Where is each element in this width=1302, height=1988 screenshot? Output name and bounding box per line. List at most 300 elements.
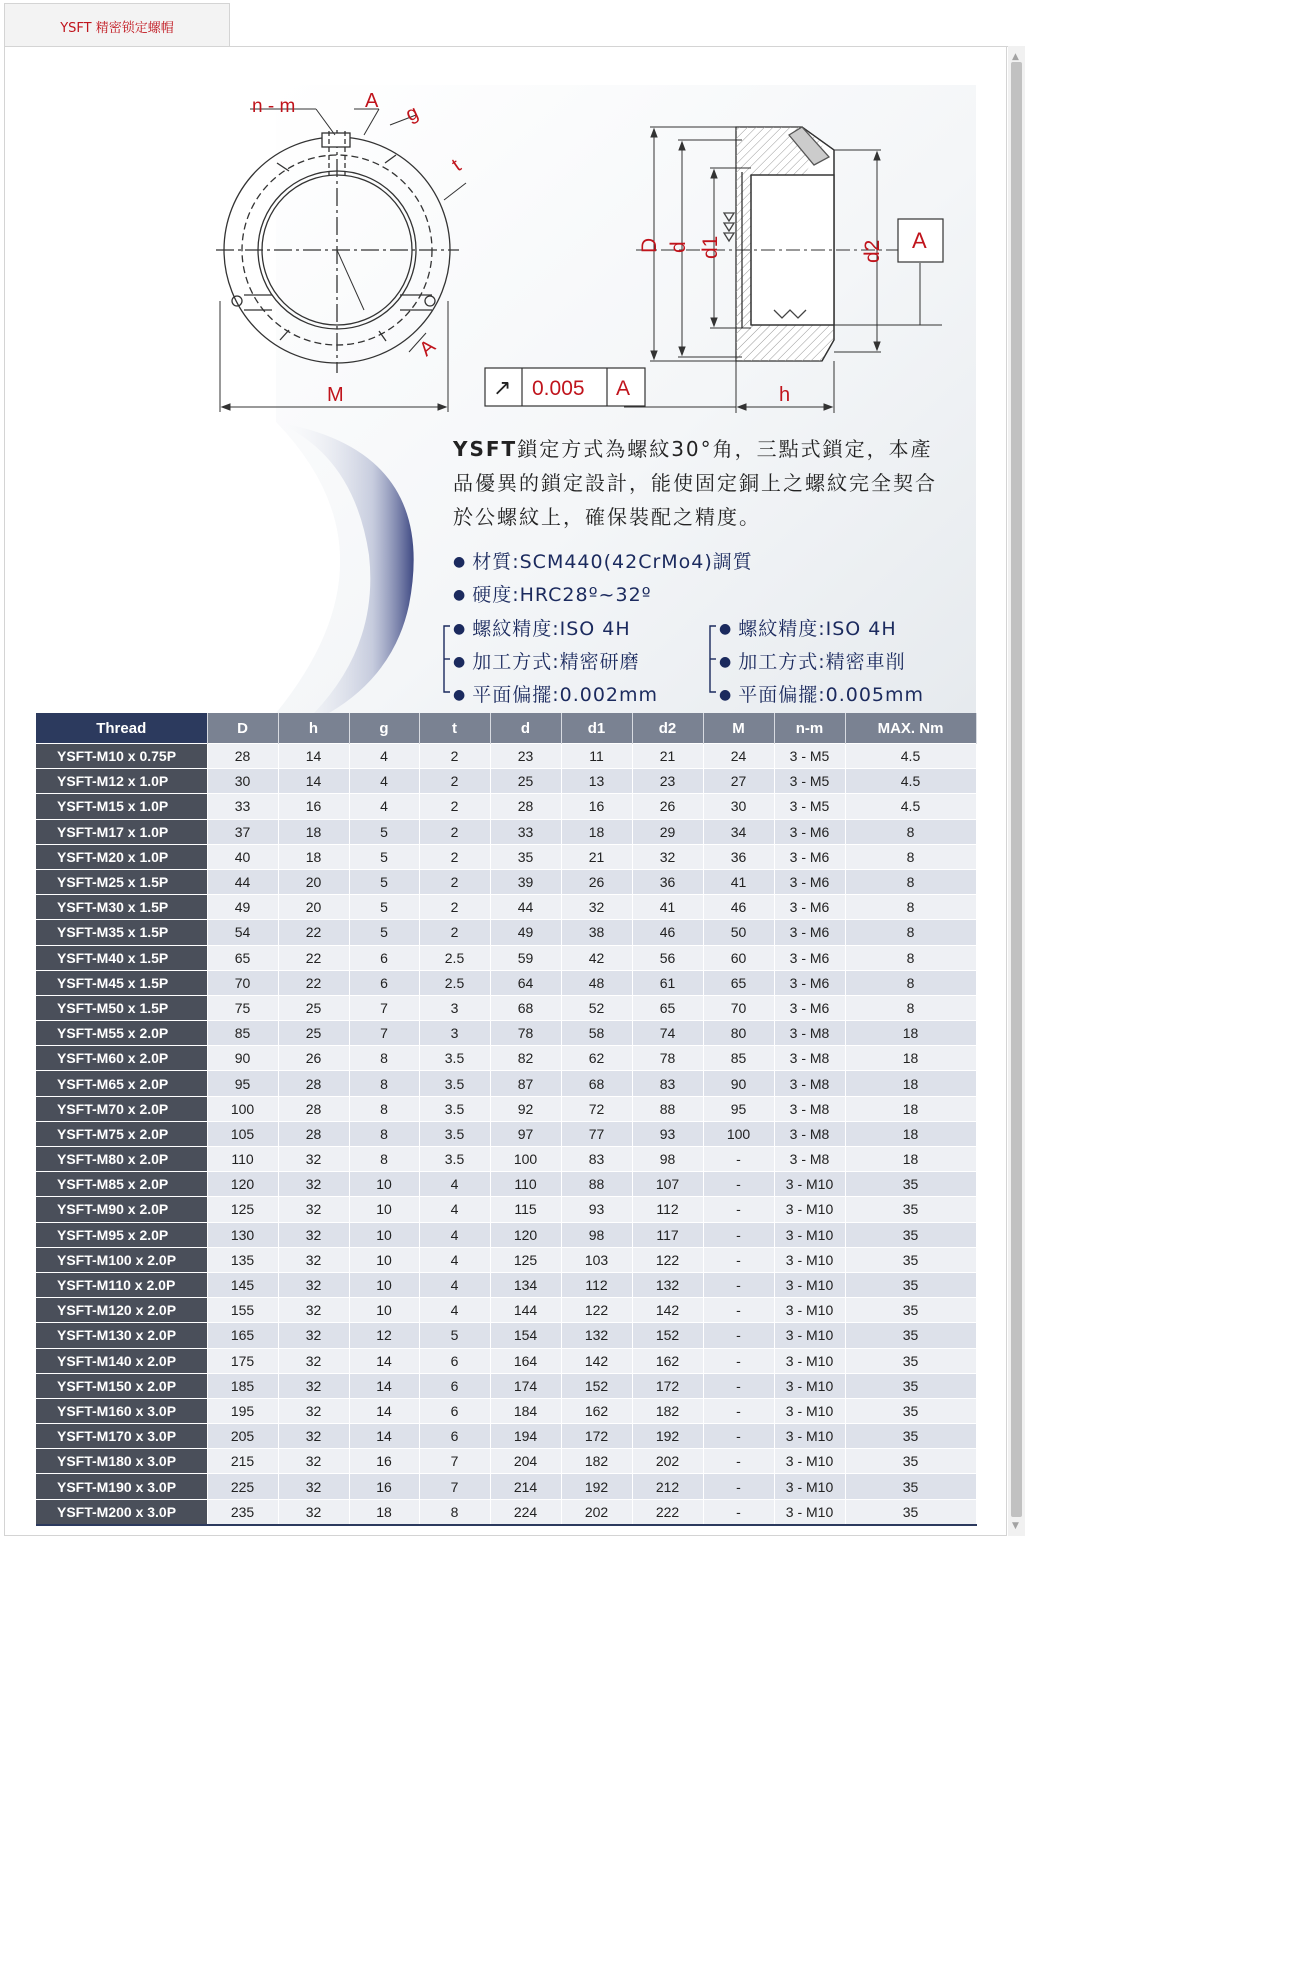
table-cell: 34 [703, 819, 774, 844]
table-cell: 4 [349, 794, 419, 819]
table-cell: 88 [632, 1096, 703, 1121]
table-cell: 33 [207, 794, 278, 819]
table-cell: 27 [703, 769, 774, 794]
table-cell: 35 [845, 1172, 976, 1197]
table-row [36, 995, 976, 1020]
table-cell: 224 [490, 1499, 561, 1525]
table-cell: 22 [278, 920, 349, 945]
table-cell: 3 - M6 [774, 995, 845, 1020]
table-cell: 54 [207, 920, 278, 945]
table-cell: 2 [419, 769, 490, 794]
table-cell: 35 [845, 1424, 976, 1449]
table-cell: 7 [419, 1449, 490, 1474]
table-cell: 4 [419, 1247, 490, 1272]
thread-cell: YSFT-M40 x 1.5P [36, 945, 207, 970]
thread-cell: YSFT-M25 x 1.5P [36, 869, 207, 894]
bullet-icon: ● [453, 621, 467, 637]
table-cell: 14 [349, 1348, 419, 1373]
column-header: Thread [36, 713, 207, 744]
table-cell: 125 [207, 1197, 278, 1222]
spec-text: 加工方式:精密車削 [738, 651, 906, 673]
table-cell: - [703, 1323, 774, 1348]
table-row [36, 794, 976, 819]
table-cell: 46 [703, 895, 774, 920]
table-cell: 18 [845, 1046, 976, 1071]
thread-cell: YSFT-M50 x 1.5P [36, 995, 207, 1020]
table-cell: 32 [278, 1474, 349, 1499]
table-cell: 3 - M10 [774, 1247, 845, 1272]
spec-right-flatness [719, 680, 924, 707]
table-cell: 164 [490, 1348, 561, 1373]
table-cell: 40 [207, 844, 278, 869]
table-row [36, 1424, 976, 1449]
scrollbar-thumb[interactable] [1011, 62, 1022, 1517]
spec-left-flatness [453, 680, 658, 707]
label-a-top: A [365, 90, 379, 112]
table-cell: 14 [349, 1424, 419, 1449]
table-cell: 36 [632, 869, 703, 894]
table-cell: 52 [561, 995, 632, 1020]
table-cell: 5 [349, 819, 419, 844]
bullet-icon: ● [453, 587, 467, 603]
table-cell: 8 [845, 844, 976, 869]
table-cell: 82 [490, 1046, 561, 1071]
table-cell: 103 [561, 1247, 632, 1272]
table-cell: 18 [845, 1096, 976, 1121]
table-cell: 32 [278, 1222, 349, 1247]
table-cell: 32 [278, 1499, 349, 1525]
table-cell: 83 [561, 1147, 632, 1172]
table-cell: 58 [561, 1021, 632, 1046]
spec-text: 螺紋精度:ISO 4H [738, 618, 897, 640]
table-cell: 38 [561, 920, 632, 945]
table-cell: 35 [845, 1222, 976, 1247]
column-header: g [349, 713, 419, 744]
table-cell: 3 - M6 [774, 920, 845, 945]
table-cell: 56 [632, 945, 703, 970]
table-cell: 77 [561, 1121, 632, 1146]
table-cell: 37 [207, 819, 278, 844]
table-cell: 125 [490, 1247, 561, 1272]
column-header: t [419, 713, 490, 744]
thread-cell: YSFT-M12 x 1.0P [36, 769, 207, 794]
spec-left-processing [453, 647, 640, 674]
table-cell: - [703, 1398, 774, 1423]
runout-symbol-icon: ↗ [493, 376, 512, 401]
table-cell: 3 - M10 [774, 1298, 845, 1323]
table-cell: 33 [490, 819, 561, 844]
table-cell: 30 [703, 794, 774, 819]
table-cell: 32 [278, 1424, 349, 1449]
spec-right-thread-precision [719, 614, 897, 641]
table-cell: 204 [490, 1449, 561, 1474]
table-cell: 122 [632, 1247, 703, 1272]
table-cell: 8 [419, 1499, 490, 1525]
table-cell: 3 - M5 [774, 794, 845, 819]
table-cell: 78 [632, 1046, 703, 1071]
table-cell: 8 [349, 1147, 419, 1172]
label-g: g [402, 101, 422, 127]
spec-text: 加工方式:精密研磨 [472, 651, 640, 673]
table-cell: 46 [632, 920, 703, 945]
column-header: h [278, 713, 349, 744]
table-cell: 35 [845, 1197, 976, 1222]
table-cell: 3 - M10 [774, 1424, 845, 1449]
table-row [36, 1298, 976, 1323]
table-cell: 135 [207, 1247, 278, 1272]
table-cell: 44 [490, 895, 561, 920]
table-cell: 162 [561, 1398, 632, 1423]
table-cell: 182 [632, 1398, 703, 1423]
table-cell: 8 [845, 945, 976, 970]
scroll-up-arrow-icon[interactable]: ▲ [1012, 52, 1019, 62]
table-cell: 2 [419, 844, 490, 869]
table-cell: - [703, 1424, 774, 1449]
table-cell: 4 [419, 1172, 490, 1197]
table-cell: 29 [632, 819, 703, 844]
table-cell: 74 [632, 1021, 703, 1046]
bullet-icon: ● [719, 621, 733, 637]
table-row [36, 1021, 976, 1046]
table-cell: 75 [207, 995, 278, 1020]
table-cell: 93 [561, 1197, 632, 1222]
table-cell: 3 - M6 [774, 819, 845, 844]
table-cell: 3 - M10 [774, 1348, 845, 1373]
table-cell: 14 [278, 769, 349, 794]
table-cell: 3 - M6 [774, 869, 845, 894]
scroll-down-arrow-icon[interactable]: ▼ [1012, 1521, 1019, 1531]
table-cell: 215 [207, 1449, 278, 1474]
table-cell: 4 [349, 744, 419, 769]
table-cell: 112 [561, 1272, 632, 1297]
table-cell: 182 [561, 1449, 632, 1474]
table-row [36, 970, 976, 995]
table-cell: 35 [845, 1449, 976, 1474]
table-cell: 130 [207, 1222, 278, 1247]
table-cell: - [703, 1499, 774, 1525]
table-cell: 32 [278, 1147, 349, 1172]
table-cell: 93 [632, 1121, 703, 1146]
thread-cell: YSFT-M20 x 1.0P [36, 844, 207, 869]
label-d1: d1 [699, 235, 722, 259]
table-cell: 5 [349, 869, 419, 894]
table-cell: 3 - M6 [774, 945, 845, 970]
table-cell: 120 [490, 1222, 561, 1247]
label-a-bottom: A [415, 335, 440, 361]
table-cell: 20 [278, 869, 349, 894]
thread-cell: YSFT-M110 x 2.0P [36, 1272, 207, 1297]
table-cell: 22 [278, 945, 349, 970]
table-cell: 35 [490, 844, 561, 869]
table-cell: 8 [845, 895, 976, 920]
table-cell: 3 - M5 [774, 769, 845, 794]
table-cell: 3 - M10 [774, 1373, 845, 1398]
table-cell: 107 [632, 1172, 703, 1197]
bullet-icon: ● [719, 654, 733, 670]
table-cell: 18 [845, 1147, 976, 1172]
table-cell: 6 [419, 1424, 490, 1449]
thread-cell: YSFT-M160 x 3.0P [36, 1398, 207, 1423]
thread-cell: YSFT-M17 x 1.0P [36, 819, 207, 844]
spec-text: 平面偏擺:0.002mm [472, 684, 659, 706]
table-cell: 3 [419, 995, 490, 1020]
table-cell: 4.5 [845, 794, 976, 819]
table-cell: 18 [349, 1499, 419, 1525]
table-cell: 10 [349, 1172, 419, 1197]
table-row [36, 1449, 976, 1474]
spec-hardness-text: 硬度:HRC28º~32º [472, 584, 652, 606]
tab-ysft-locknut[interactable] [4, 3, 230, 46]
table-cell: 8 [349, 1046, 419, 1071]
table-cell: 8 [845, 920, 976, 945]
table-cell: 10 [349, 1298, 419, 1323]
table-cell: 28 [278, 1096, 349, 1121]
table-cell: 11 [561, 744, 632, 769]
bullet-icon: ● [719, 687, 733, 703]
table-cell: 65 [207, 945, 278, 970]
table-cell: 88 [561, 1172, 632, 1197]
table-cell: - [703, 1272, 774, 1297]
table-cell: 24 [703, 744, 774, 769]
table-cell: 174 [490, 1373, 561, 1398]
table-cell: 4.5 [845, 769, 976, 794]
table-cell: 21 [561, 844, 632, 869]
vertical-scrollbar[interactable] [1008, 46, 1025, 1536]
thread-cell: YSFT-M120 x 2.0P [36, 1298, 207, 1323]
label-m: M [327, 384, 344, 406]
table-cell: 32 [278, 1298, 349, 1323]
table-cell: 3 - M10 [774, 1222, 845, 1247]
table-cell: 3 - M10 [774, 1172, 845, 1197]
table-cell: 3 - M10 [774, 1499, 845, 1525]
table-cell: 70 [703, 995, 774, 1020]
datum-label: A [912, 228, 927, 253]
table-cell: 48 [561, 970, 632, 995]
table-cell: 8 [845, 970, 976, 995]
table-cell: 10 [349, 1272, 419, 1297]
table-cell: 72 [561, 1096, 632, 1121]
table-cell: 90 [703, 1071, 774, 1096]
thread-cell: YSFT-M100 x 2.0P [36, 1247, 207, 1272]
table-row [36, 1046, 976, 1071]
thread-cell: YSFT-M70 x 2.0P [36, 1096, 207, 1121]
table-cell: 87 [490, 1071, 561, 1096]
table-cell: 16 [349, 1474, 419, 1499]
table-cell: 7 [419, 1474, 490, 1499]
table-cell: 5 [419, 1323, 490, 1348]
table-cell: 16 [278, 794, 349, 819]
table-cell: 49 [490, 920, 561, 945]
column-header: d1 [561, 713, 632, 744]
table-row [36, 895, 976, 920]
table-cell: 172 [632, 1373, 703, 1398]
thread-cell: YSFT-M65 x 2.0P [36, 1071, 207, 1096]
thread-cell: YSFT-M180 x 3.0P [36, 1449, 207, 1474]
table-cell: 134 [490, 1272, 561, 1297]
table-cell: 3.5 [419, 1096, 490, 1121]
spec-right-processing [719, 647, 906, 674]
table-cell: 36 [703, 844, 774, 869]
table-cell: 2 [419, 869, 490, 894]
table-cell: 120 [207, 1172, 278, 1197]
table-cell: 85 [207, 1021, 278, 1046]
table-row [36, 1272, 976, 1297]
table-cell: 16 [561, 794, 632, 819]
thread-cell: YSFT-M80 x 2.0P [36, 1147, 207, 1172]
table-row [36, 1348, 976, 1373]
table-cell: 155 [207, 1298, 278, 1323]
table-cell: 23 [632, 769, 703, 794]
table-cell: 70 [207, 970, 278, 995]
thread-cell: YSFT-M30 x 1.5P [36, 895, 207, 920]
table-cell: 152 [561, 1373, 632, 1398]
table-row [36, 844, 976, 869]
table-cell: 41 [632, 895, 703, 920]
table-cell: 7 [349, 995, 419, 1020]
table-cell: 3 - M10 [774, 1323, 845, 1348]
table-row [36, 744, 976, 769]
table-cell: 30 [207, 769, 278, 794]
table-cell: 3.5 [419, 1046, 490, 1071]
table-cell: 8 [845, 819, 976, 844]
table-cell: 8 [349, 1071, 419, 1096]
table-cell: 35 [845, 1272, 976, 1297]
table-cell: 16 [349, 1449, 419, 1474]
table-cell: 14 [349, 1373, 419, 1398]
table-cell: 112 [632, 1197, 703, 1222]
table-cell: 110 [207, 1147, 278, 1172]
table-cell: 32 [278, 1373, 349, 1398]
table-cell: 98 [561, 1222, 632, 1247]
table-cell: 35 [845, 1373, 976, 1398]
table-row [36, 920, 976, 945]
table-cell: 3 - M8 [774, 1096, 845, 1121]
thread-cell: YSFT-M190 x 3.0P [36, 1474, 207, 1499]
table-cell: 32 [278, 1449, 349, 1474]
column-header: D [207, 713, 278, 744]
table-cell: 162 [632, 1348, 703, 1373]
table-cell: 3.5 [419, 1147, 490, 1172]
column-header: MAX. Nm [845, 713, 976, 744]
table-cell: 35 [845, 1247, 976, 1272]
table-cell: 115 [490, 1197, 561, 1222]
table-row [36, 1222, 976, 1247]
table-cell: 95 [703, 1096, 774, 1121]
table-cell: 3 - M8 [774, 1046, 845, 1071]
table-cell: 23 [490, 744, 561, 769]
table-cell: 152 [632, 1323, 703, 1348]
table-cell: 195 [207, 1398, 278, 1423]
spec-hardness [453, 580, 652, 607]
table-row [36, 769, 976, 794]
table-cell: - [703, 1449, 774, 1474]
table-cell: 4 [419, 1197, 490, 1222]
spec-text: 螺紋精度:ISO 4H [472, 618, 631, 640]
thread-cell: YSFT-M45 x 1.5P [36, 970, 207, 995]
table-cell: 12 [349, 1323, 419, 1348]
table-cell: 3 - M10 [774, 1474, 845, 1499]
table-row [36, 869, 976, 894]
table-cell: 165 [207, 1323, 278, 1348]
table-body [36, 744, 976, 1525]
table-cell: 64 [490, 970, 561, 995]
table-cell: - [703, 1474, 774, 1499]
table-row [36, 1398, 976, 1423]
table-cell: 225 [207, 1474, 278, 1499]
table-cell: 85 [703, 1046, 774, 1071]
table-cell: 2 [419, 744, 490, 769]
table-cell: 25 [490, 769, 561, 794]
table-cell: 32 [561, 895, 632, 920]
table-row [36, 819, 976, 844]
table-row [36, 1197, 976, 1222]
table-cell: 2.5 [419, 945, 490, 970]
table-cell: 18 [845, 1121, 976, 1146]
table-cell: 100 [490, 1147, 561, 1172]
table-cell: 98 [632, 1147, 703, 1172]
table-cell: 2.5 [419, 970, 490, 995]
thread-cell: YSFT-M55 x 2.0P [36, 1021, 207, 1046]
table-cell: 18 [845, 1071, 976, 1096]
table-cell: 2 [419, 895, 490, 920]
table-cell: 35 [845, 1499, 976, 1525]
table-row [36, 945, 976, 970]
table-cell: 80 [703, 1021, 774, 1046]
table-cell: 5 [349, 920, 419, 945]
table-cell: 3 - M5 [774, 744, 845, 769]
table-cell: 39 [490, 869, 561, 894]
thread-cell: YSFT-M170 x 3.0P [36, 1424, 207, 1449]
table-cell: 175 [207, 1348, 278, 1373]
table-row [36, 1121, 976, 1146]
table-cell: 35 [845, 1398, 976, 1423]
table-cell: 35 [845, 1323, 976, 1348]
table-cell: - [703, 1298, 774, 1323]
table-cell: 10 [349, 1197, 419, 1222]
table-cell: 60 [703, 945, 774, 970]
bullet-icon: ● [453, 654, 467, 670]
table-cell: 132 [632, 1272, 703, 1297]
table-cell: 2 [419, 920, 490, 945]
table-cell: 194 [490, 1424, 561, 1449]
spec-left-thread-precision [453, 614, 631, 641]
thread-cell: YSFT-M75 x 2.0P [36, 1121, 207, 1146]
table-row [36, 1172, 976, 1197]
table-cell: 18 [845, 1021, 976, 1046]
table-row [36, 1474, 976, 1499]
table-cell: 172 [561, 1424, 632, 1449]
bullet-icon: ● [453, 554, 467, 570]
table-cell: 41 [703, 869, 774, 894]
table-cell: 26 [632, 794, 703, 819]
table-cell: 26 [561, 869, 632, 894]
table-cell: 14 [278, 744, 349, 769]
table-cell: 32 [278, 1172, 349, 1197]
table-cell: 214 [490, 1474, 561, 1499]
table-cell: 65 [632, 995, 703, 1020]
table-cell: 78 [490, 1021, 561, 1046]
thread-cell: YSFT-M60 x 2.0P [36, 1046, 207, 1071]
table-cell: 3 - M6 [774, 895, 845, 920]
tab-label: YSFT 精密锁定螺帽 [60, 21, 174, 36]
table-cell: 65 [703, 970, 774, 995]
table-cell: 192 [632, 1424, 703, 1449]
table-cell: - [703, 1172, 774, 1197]
table-cell: 212 [632, 1474, 703, 1499]
table-cell: 21 [632, 744, 703, 769]
table-cell: 50 [703, 920, 774, 945]
table-cell: 3 - M8 [774, 1021, 845, 1046]
